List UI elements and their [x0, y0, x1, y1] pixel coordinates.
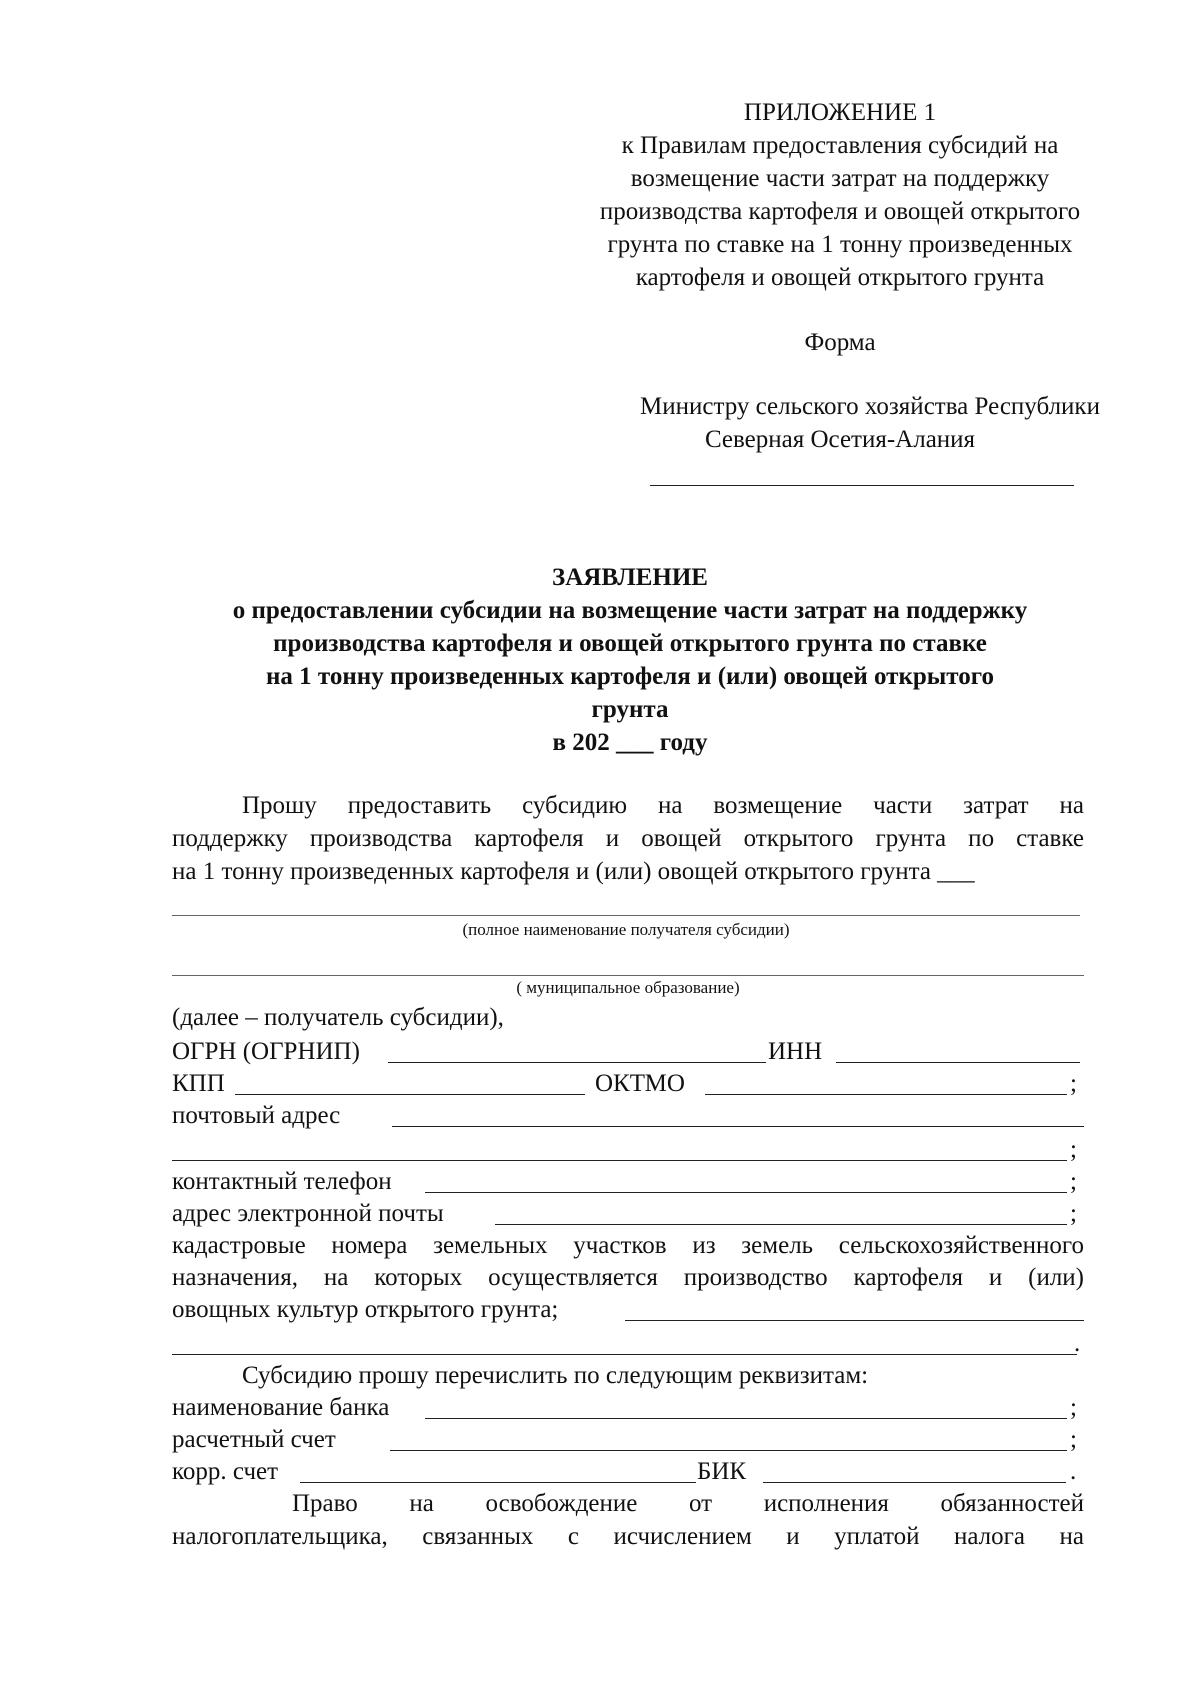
- oktmo-label: ОКТМО: [595, 1070, 685, 1097]
- semicolon: ;: [1070, 1070, 1077, 1097]
- period: .: [1074, 1330, 1081, 1357]
- corr-account-label: корр. счет: [172, 1458, 279, 1485]
- form-label: Форма: [804, 329, 876, 356]
- recipient-name-field[interactable]: [172, 915, 1080, 916]
- inn-label: ИНН: [768, 1038, 823, 1065]
- annex-line: производства картофеля и овощей открытого: [599, 198, 1081, 225]
- ogrn-field[interactable]: [388, 1062, 766, 1063]
- request-line: поддержку производства картофеля и овощей открытого грунта по ставке: [172, 825, 1084, 852]
- title-line: на 1 тонну произведенных картофеля и (или) овощей открытого: [266, 663, 994, 690]
- corr-account-field[interactable]: [300, 1482, 696, 1483]
- cadastral-field-2[interactable]: [172, 1354, 1077, 1355]
- postal-address-field-2[interactable]: [172, 1160, 1067, 1161]
- postal-address-label: почтовый адрес: [172, 1102, 341, 1129]
- postal-address-field[interactable]: [392, 1126, 1084, 1127]
- email-label: адрес электронной почты: [172, 1200, 444, 1227]
- hereinafter-text: (далее – получатель субсидии),: [172, 1004, 504, 1031]
- bik-field[interactable]: [763, 1482, 1066, 1483]
- cadastral-line: овощных культур открытого грунта;: [172, 1296, 559, 1323]
- municipality-caption: ( муниципальное образование): [516, 978, 740, 997]
- ogrn-label: ОГРН (ОГРНИП): [172, 1038, 360, 1065]
- annex-line: грунта по ставке на 1 тонну произведенных: [607, 231, 1073, 258]
- title-year-line: в 202 ___ году: [552, 729, 708, 756]
- title-line: производства картофеля и овощей открытого грунта по ставке: [273, 630, 987, 657]
- oktmo-field[interactable]: [705, 1094, 1067, 1095]
- request-line: на 1 тонну произведенных картофеля и (или) овощей открытого грунта ___: [172, 858, 975, 885]
- annex-heading: ПРИЛОЖЕНИЕ 1: [743, 99, 937, 126]
- addressee-line: Северная Осетия-Алания: [704, 426, 976, 453]
- title-line: о предоставлении субсидии на возмещение части затрат на поддержку: [232, 597, 1028, 624]
- addressee-signature-line[interactable]: [650, 485, 1074, 486]
- municipality-field[interactable]: [172, 975, 1084, 976]
- bank-name-label: наименование банка: [172, 1394, 390, 1421]
- bank-intro: Субсидию прошу перечислить по следующим реквизитам:: [242, 1362, 869, 1389]
- kpp-field[interactable]: [235, 1094, 585, 1095]
- bank-name-field[interactable]: [425, 1418, 1067, 1419]
- phone-field[interactable]: [425, 1192, 1067, 1193]
- annex-line: возмещение части затрат на поддержку: [630, 165, 1050, 192]
- semicolon: ;: [1070, 1136, 1077, 1163]
- annex-line: картофеля и овощей открытого грунта: [635, 264, 1045, 291]
- bik-label: БИК: [697, 1458, 747, 1485]
- document-title: ЗАЯВЛЕНИЕ: [552, 564, 708, 591]
- semicolon: ;: [1070, 1200, 1077, 1227]
- inn-field[interactable]: [836, 1062, 1080, 1063]
- account-field[interactable]: [390, 1450, 1067, 1451]
- tax-line: налогоплательщика, связанных с исчислением и уплатой налога на: [172, 1523, 1084, 1550]
- period: .: [1070, 1458, 1077, 1485]
- addressee-line: Министру сельского хозяйства Республики: [640, 393, 1100, 420]
- recipient-caption: (полное наименование получателя субсидии): [462, 920, 790, 939]
- semicolon: ;: [1070, 1394, 1077, 1421]
- semicolon: ;: [1070, 1426, 1077, 1453]
- cadastral-field[interactable]: [625, 1320, 1084, 1321]
- phone-label: контактный телефон: [172, 1168, 392, 1195]
- request-line: Прошу предоставить субсидию на возмещение части затрат на: [242, 792, 1084, 819]
- cadastral-line: кадастровые номера земельных участков из земель сельскохозяйственного: [172, 1232, 1084, 1259]
- cadastral-line: назначения, на которых осуществляется производство картофеля и (или): [172, 1264, 1084, 1291]
- kpp-label: КПП: [172, 1070, 225, 1097]
- account-label: расчетный счет: [172, 1426, 336, 1453]
- semicolon: ;: [1070, 1168, 1077, 1195]
- annex-line: к Правилам предоставления субсидий на: [621, 132, 1059, 159]
- title-line: грунта: [591, 696, 669, 723]
- email-field[interactable]: [495, 1224, 1067, 1225]
- tax-line: Право на освобождение от исполнения обязанностей: [292, 1490, 1084, 1517]
